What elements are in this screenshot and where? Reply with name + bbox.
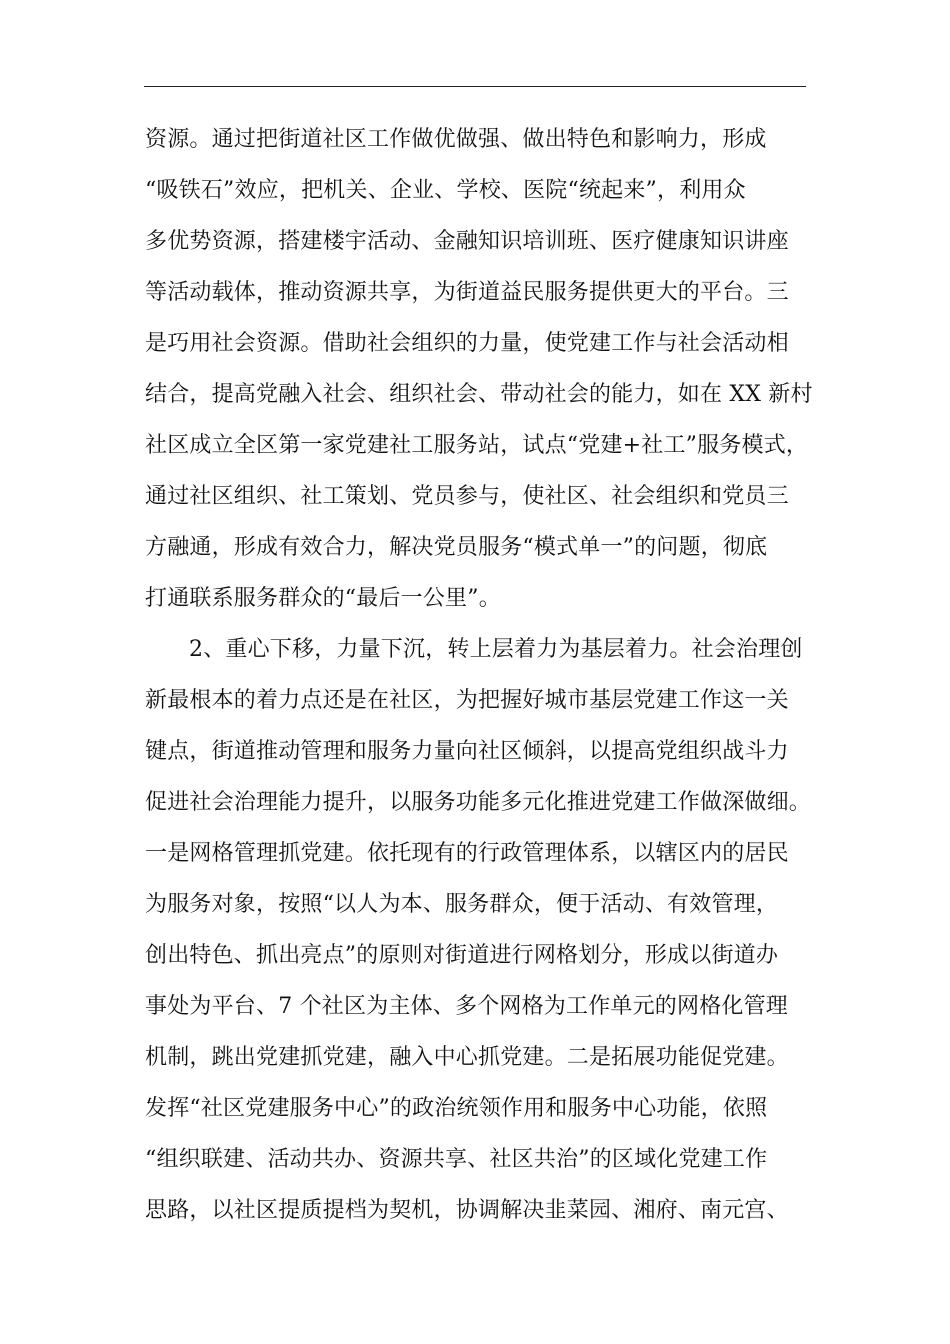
text-line: 思路，以社区提质提档为契机，协调解决韭菜园、湘府、南元宫、 [145,1198,789,1223]
text-line: 是巧用社会资源。借助社会组织的力量，使党建工作与社会活动相 [145,331,789,356]
header-rule [144,86,806,87]
text-line: 发挥“社区党建服务中心”的政治统领作用和服务中心功能，依照 [145,1096,768,1121]
body-text [145,114,825,1236]
text-line: 等活动载体，推动资源共享，为街道益民服务提供更大的平台。三 [145,280,789,305]
paragraph-start-line: 2、重心下移，力量下沉，转上层着力为基层着力。社会治理创 [189,637,803,662]
text-line: “组织联建、活动共办、资源共享、社区共治”的区域化党建工作 [145,1147,768,1172]
text-line: 通过社区组织、社工策划、党员参与，使社区、社会组织和党员三 [145,484,789,509]
text-line: 多优势资源，搭建楼宇活动、金融知识培训班、医疗健康知识讲座 [145,229,789,254]
text-line: 新最根本的着力点还是在社区，为把握好城市基层党建工作这一关 [145,688,789,713]
text-line: 打通联系服务群众的“最后一公里”。 [145,586,501,611]
text-line: 促进社会治理能力提升，以服务功能多元化推进党建工作做深做细。 [145,790,812,815]
text-line: 键点，街道推动管理和服务力量向社区倾斜，以提高党组织战斗力 [145,739,789,764]
text-line: “吸铁石”效应，把机关、企业、学校、医院“统起来”，利用众 [145,178,746,203]
text-line: 方融通，形成有效合力，解决党员服务“模式单一”的问题，彻底 [145,535,768,560]
text-line: 一是网格管理抓党建。依托现有的行政管理体系，以辖区内的居民 [145,841,789,866]
text-line: 社区成立全区第一家党建社工服务站，试点“党建+社工”服务模式， [145,433,809,458]
text-line: 资源。通过把街道社区工作做优做强、做出特色和影响力，形成 [145,127,767,152]
text-line: 为服务对象，按照“以人为本、服务群众，便于活动、有效管理， [145,892,779,917]
text-line: 机制，跳出党建抓党建，融入中心抓党建。二是拓展功能促党建。 [145,1045,789,1070]
text-line: 结合，提高党融入社会、组织社会、带动社会的能力，如在 XX 新村 [145,382,813,407]
text-line: 创出特色、抓出亮点”的原则对街道进行网格划分，形成以街道办 [145,943,779,968]
text-line: 事处为平台、7 个社区为主体、多个网格为工作单元的网格化管理 [145,994,788,1019]
